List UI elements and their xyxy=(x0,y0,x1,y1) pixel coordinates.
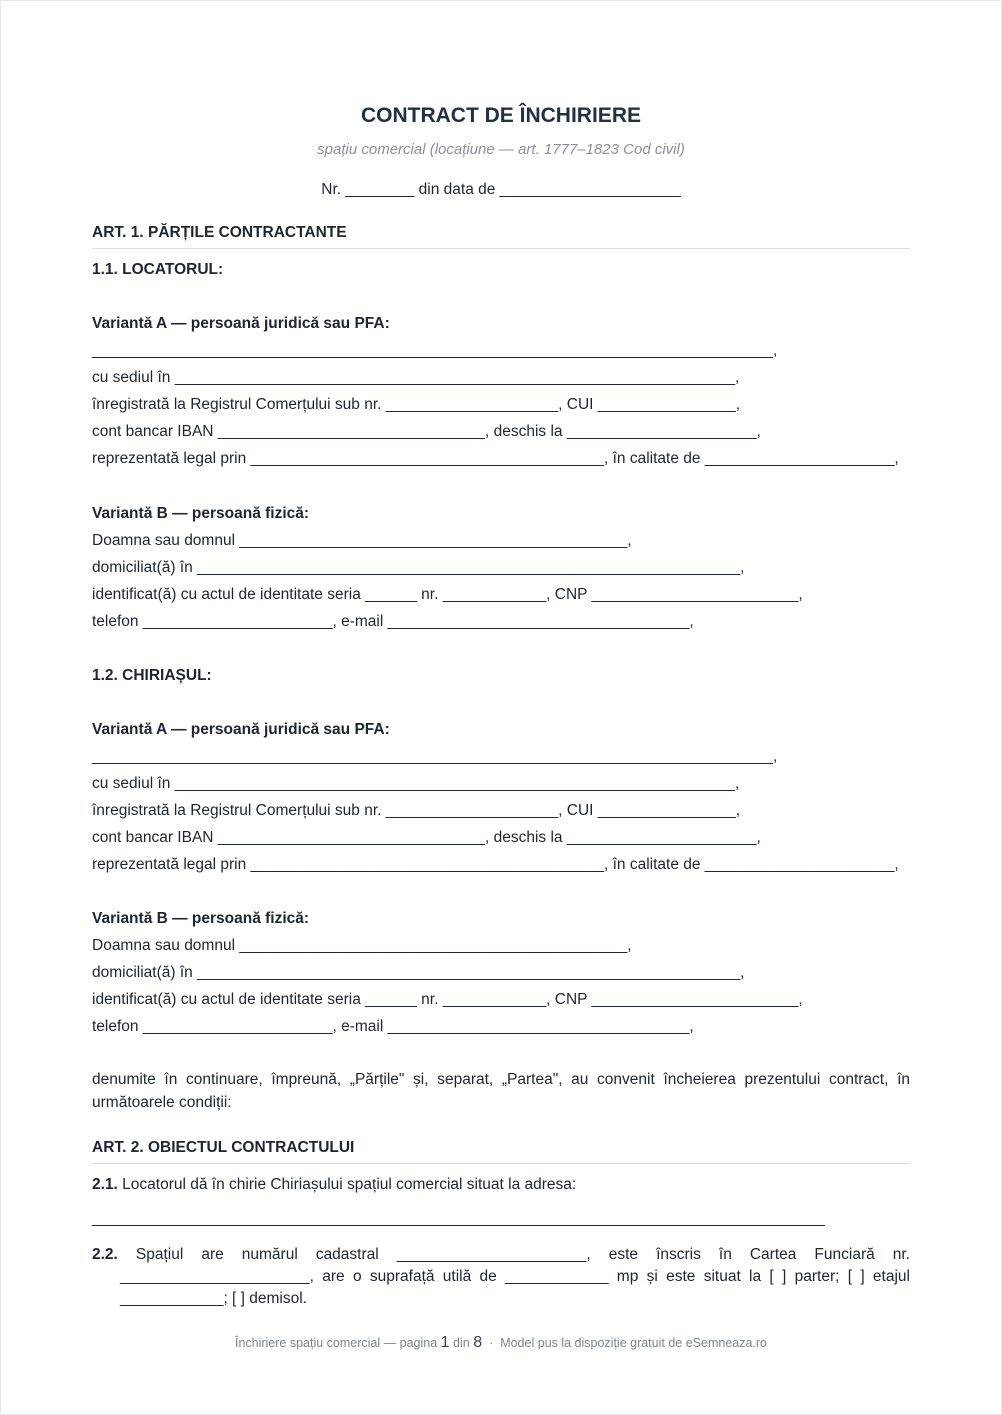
form-line: _______________________________________________________________________________, xyxy=(92,342,778,359)
paragraph-text: Spațiul are numărul cadastral ______________________, este înscris în Cartea Funciară nr. xyxy=(135,1246,910,1263)
footer-right-text: Model pus la dispoziție gratuit de eSemneaza.ro xyxy=(500,1336,768,1350)
form-line: domiciliat(ă) în _______________________________________________________________, xyxy=(92,964,745,981)
chirias-variant-a-heading: Variantă A — persoană juridică sau PFA: xyxy=(92,721,390,738)
document-subtitle: spațiu comercial (locațiune — art. 1777–1823 Cod civil) xyxy=(317,141,685,158)
form-line: Doamna sau domnul _____________________________________________, xyxy=(92,532,632,549)
form-line: Doamna sau domnul _____________________________________________, xyxy=(92,937,632,954)
locator-variant-b-heading: Variantă B — persoană fizică: xyxy=(92,505,310,522)
form-line: reprezentată legal prin _________________________________________, în calitate de ______________________, xyxy=(92,450,899,467)
paragraph-2-2 xyxy=(92,1244,910,1310)
form-line: _______________________________________________________________________________, xyxy=(92,748,778,765)
chirias-variant-a xyxy=(92,743,910,878)
form-line: cu sediul în _________________________________________________________________, xyxy=(92,775,740,792)
form-line: telefon ______________________, e-mail ___________________________________, xyxy=(92,613,694,630)
form-line: cu sediul în _________________________________________________________________, xyxy=(92,369,740,386)
art2-heading: ART. 2. OBIECTUL CONTRACTULUI xyxy=(92,1134,910,1164)
paragraph-number: 2.1. xyxy=(92,1176,118,1193)
footer-of-text: din xyxy=(453,1336,470,1350)
form-line: telefon ______________________, e-mail ___________________________________, xyxy=(92,1018,694,1035)
locator-heading: 1.1. LOCATORUL: xyxy=(92,261,224,278)
footer-page-current: 1 xyxy=(440,1334,450,1351)
form-line: înregistrată la Registrul Comerțului sub nr. ____________________, CUI ________________, xyxy=(92,802,741,819)
footer-left-text: Închiriere spațiu comercial — pagina xyxy=(234,1336,438,1350)
form-line: înregistrată la Registrul Comerțului sub nr. ____________________, CUI ________________, xyxy=(92,396,741,413)
paragraph-text: Locatorul dă în chirie Chiriașului spațiul comercial situat la adresa: xyxy=(122,1176,577,1193)
locator-variant-b xyxy=(92,527,910,635)
form-line: reprezentată legal prin _________________________________________, în calitate de ______________________, xyxy=(92,856,899,873)
locator-variant-a xyxy=(92,337,910,472)
address-blank-line: _____________________________________________________________________________________ xyxy=(92,1210,825,1227)
paragraph-2-2-line-1 xyxy=(92,1244,910,1266)
document-title: CONTRACT DE ÎNCHIRIERE xyxy=(360,104,641,127)
form-line: identificat(ă) cu actul de identitate seria ______ nr. ____________, CNP ________________________, xyxy=(92,991,803,1008)
chirias-variant-b xyxy=(92,932,910,1040)
paragraph-2-1 xyxy=(92,1171,910,1198)
locator-variant-a-heading: Variantă A — persoană juridică sau PFA: xyxy=(92,315,390,332)
chirias-variant-b-heading: Variantă B — persoană fizică: xyxy=(92,910,310,927)
form-line: cont bancar IBAN _______________________________, deschis la ______________________, xyxy=(92,829,761,846)
page-footer xyxy=(0,1334,1002,1352)
paragraph-2-2-line-2: ______________________, are o suprafață utilă de ____________ mp și este situat la [ ] parter; [ ] etajul xyxy=(120,1268,910,1285)
contract-number-line: Nr. ________ din data de _____________________ xyxy=(321,181,681,198)
art1-heading: ART. 1. PĂRȚILE CONTRACTANTE xyxy=(92,219,910,249)
footer-separator: · xyxy=(489,1336,494,1350)
parties-closing-paragraph: denumite în continuare, împreună, „Părțile" și, separat, „Partea", au convenit încheierea prezentului contract, în următoarele condiții: xyxy=(92,1071,910,1111)
form-line: domiciliat(ă) în _______________________________________________________________, xyxy=(92,559,745,576)
paragraph-number: 2.2. xyxy=(92,1246,118,1263)
form-line: cont bancar IBAN _______________________________, deschis la ______________________, xyxy=(92,423,761,440)
chirias-heading: 1.2. CHIRIAȘUL: xyxy=(92,667,212,684)
form-line: identificat(ă) cu actul de identitate seria ______ nr. ____________, CNP ________________________, xyxy=(92,586,803,603)
paragraph-2-2-line-3: ____________; [ ] demisol. xyxy=(120,1290,307,1307)
footer-page-total: 8 xyxy=(473,1334,483,1351)
